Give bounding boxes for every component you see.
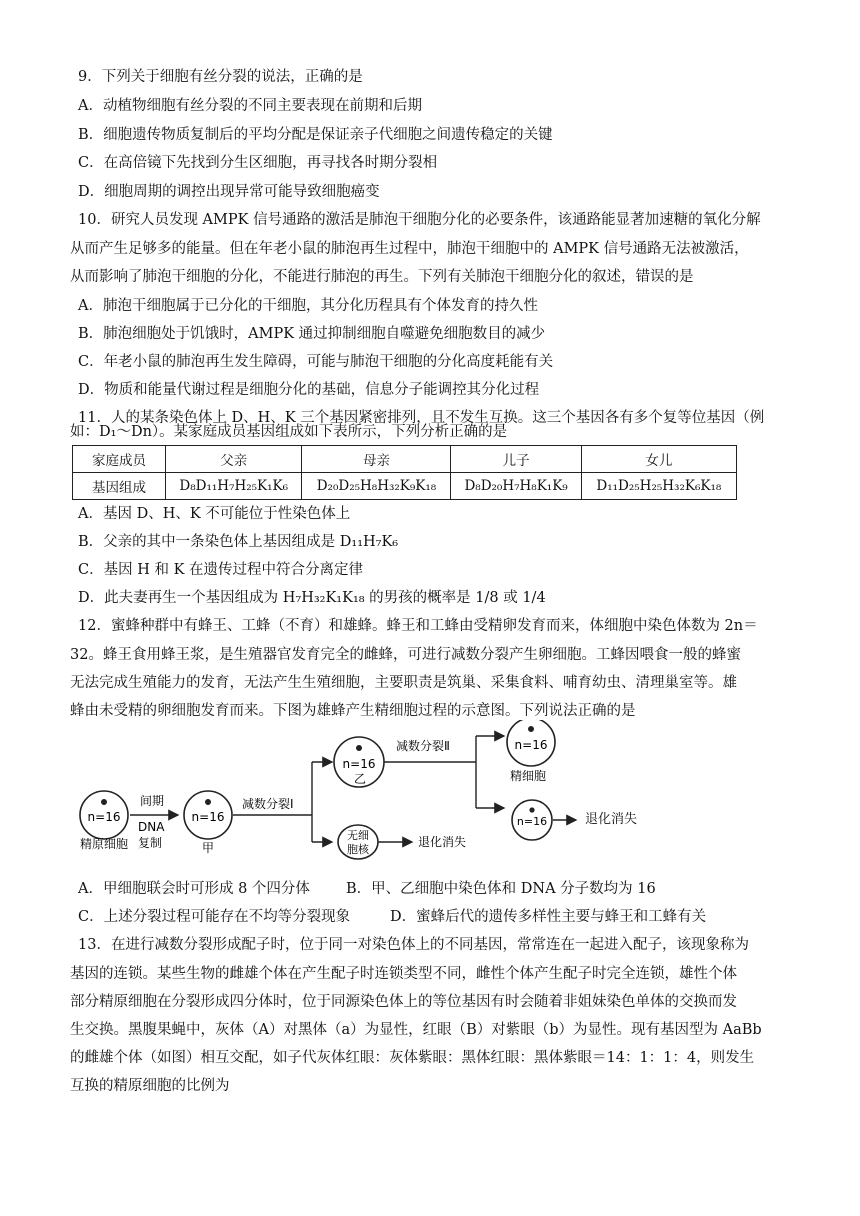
table-header-row — [73, 446, 737, 473]
q13-line-5: 的雌雄个体（如图）相互交配，如子代灰体红眼：灰体紫眼：黑体红眼：黑体紫眼＝14：1：1：4，则发生 — [70, 1050, 755, 1066]
q11-stem-1: 11．人的某条染色体上 D、H、K 三个基因紧密排列，且不发生互换。这三个基因各有多个复等位基因（例 — [78, 410, 765, 426]
q13-line-1: 13．在进行减数分裂形成配子时，位于同一对染色体上的不同基因，常常连在一起进入配子，该现象称为 — [78, 937, 749, 953]
chromosome-number-label: n=16 — [87, 810, 121, 824]
table-cell: D₂₀D₂₅H₈H₃₂K₉K₁₈ — [302, 473, 451, 500]
q12-option-a: A．甲细胞联会时可形成 8 个四分体 — [78, 881, 310, 897]
table-header-cell: 父亲 — [166, 446, 302, 473]
degenerate-label-2: 退化消失 — [585, 812, 638, 827]
dna-label: DNA — [138, 820, 165, 834]
q9-stem: 9．下列关于细胞有丝分裂的说法，正确的是 — [78, 69, 363, 85]
table-header-cell: 家庭成员 — [73, 446, 166, 473]
q13-line-2: 基因的连锁。某些生物的雌雄个体在产生配子时连锁类型不同，雌性个体产生配子时完全连锁，雄性个体 — [70, 966, 737, 982]
q13-line-3: 部分精原细胞在分裂形成四分体时，位于同源染色体上的等位基因有时会随着非姐妹染色单体的交换而发 — [70, 994, 737, 1010]
q13-line-6: 互换的精原细胞的比例为 — [70, 1078, 230, 1094]
chromosome-number-label: n=16 — [191, 810, 225, 824]
q9-option-c: C．在高倍镜下先找到分生区细胞，再寻找各时期分裂相 — [78, 155, 438, 171]
yi-cell — [334, 737, 384, 787]
table-header-cell: 女儿 — [581, 446, 736, 473]
q12-stem-4: 蜂由未受精的卵细胞发育而来。下图为雄蜂产生精细胞过程的示意图。下列说法正确的是 — [70, 703, 636, 719]
spermatogonium-cell — [80, 791, 128, 839]
sperm-cell — [507, 720, 555, 766]
nucleus-dot — [356, 745, 362, 751]
chromosome-number-label: n=16 — [514, 738, 548, 752]
chromosome-number-label: n=16 — [516, 815, 548, 828]
chromosome-number-label: n=16 — [342, 757, 376, 771]
table-header-cell: 儿子 — [451, 446, 581, 473]
q12-stem-3: 无法完成生殖能力的发育，无法产生生殖细胞，主要职责是筑巢、采集食料、哺育幼虫、清理巢室等。雄 — [70, 675, 737, 691]
q9-option-b: B．细胞遗传物质复制后的平均分配是保证亲子代细胞之间遗传稳定的关键 — [78, 127, 553, 143]
table-cell: 基因组成 — [73, 473, 166, 500]
jia-label: 甲 — [202, 841, 215, 855]
nucleus-dot — [528, 726, 534, 732]
table-cell: D₈D₂₀H₇H₈K₁K₉ — [451, 473, 581, 500]
small-cell — [512, 800, 552, 840]
anucleate-cell — [338, 825, 378, 859]
q11-option-a: A．基因 D、H、K 不可能位于性染色体上 — [78, 506, 351, 522]
q12-option-b: B．甲、乙细胞中染色体和 DNA 分子数均为 16 — [346, 881, 656, 897]
q12-stem-2: 32。蜂王食用蜂王浆，是生殖器官发育完全的雌蜂，可进行减数分裂产生卵细胞。工蜂因喂食一般的蜂蜜 — [70, 647, 741, 663]
q10-option-a: A．肺泡干细胞属于已分化的干细胞，其分化历程具有个体发育的持久性 — [78, 298, 538, 314]
q12-option-c: C．上述分裂过程可能存在不均等分裂现象 — [78, 909, 351, 925]
nucleus-dot — [101, 799, 107, 805]
q11-option-b: B．父亲的其中一条染色体上基因组成是 D₁₁H₇K₆ — [78, 534, 399, 550]
table-cell: D₁₁D₂₅H₂₅H₃₂K₆K₁₈ — [581, 473, 736, 500]
table-header-cell: 母亲 — [302, 446, 451, 473]
q11-option-c: C．基因 H 和 K 在遗传过程中符合分离定律 — [78, 562, 364, 578]
q11-stem-2: 如：D₁～Dn）。某家庭成员基因组成如下表所示，下列分析正确的是 — [70, 424, 508, 440]
sperm-label: 精细胞 — [510, 769, 547, 783]
q10-stem-1: 10．研究人员发现 AMPK 信号通路的激活是肺泡干细胞分化的必要条件，该通路能显著加速糖的氧化分解 — [78, 212, 761, 228]
degenerate-label-1: 退化消失 — [418, 835, 467, 849]
q9-option-a: A．动植物细胞有丝分裂的不同主要表现在前期和后期 — [78, 98, 422, 114]
anucleate-label-2: 胞核 — [347, 843, 369, 856]
replication-label: 复制 — [138, 836, 163, 850]
yi-label: 乙 — [354, 772, 367, 786]
q10-option-c: C．年老小鼠的肺泡再生发生障碍，可能与肺泡干细胞的分化高度耗能有关 — [78, 354, 554, 370]
spermatogenesis-diagram — [76, 720, 596, 870]
gene-table — [72, 445, 737, 500]
q10-stem-3: 从而影响了肺泡干细胞的分化，不能进行肺泡的再生。下列有关肺泡干细胞分化的叙述，错误的是 — [70, 269, 694, 285]
q9-option-d: D．细胞周期的调控出现异常可能导致细胞癌变 — [78, 184, 380, 200]
anucleate-label-1: 无细 — [347, 829, 369, 842]
interphase-label: 间期 — [140, 794, 165, 808]
q12-stem-1: 12．蜜蜂种群中有蜂王、工蜂（不育）和雄蜂。蜂王和工蜂由受精卵发育而来，体细胞中染色体数为 2n＝ — [78, 618, 758, 634]
jia-cell — [184, 791, 232, 839]
q13-line-4: 生交换。黑腹果蝇中，灰体（A）对黑体（a）为显性，红眼（B）对紫眼（b）为显性。现有基因型为 AaBb — [70, 1022, 762, 1038]
meiosis-2-label: 减数分裂Ⅱ — [396, 739, 450, 753]
nucleus-dot — [529, 807, 534, 812]
q11-option-d: D．此夫妻再生一个基因组成为 H₇H₃₂K₁K₁₈ 的男孩的概率是 1/8 或 1/4 — [78, 590, 546, 606]
q12-option-d: D．蜜蜂后代的遗传多样性主要与蜂王和工蜂有关 — [390, 909, 707, 925]
meiosis-1-label: 减数分裂Ⅰ — [242, 797, 294, 811]
table-row — [73, 473, 737, 500]
spermatogonium-label: 精原细胞 — [80, 837, 129, 851]
nucleus-dot — [205, 799, 211, 805]
q10-option-b: B．肺泡细胞处于饥饿时，AMPK 通过抑制细胞自噬避免细胞数目的减少 — [78, 326, 546, 342]
table-cell: D₈D₁₁H₇H₂₅K₁K₆ — [166, 473, 302, 500]
q10-option-d: D．物质和能量代谢过程是细胞分化的基础，信息分子能调控其分化过程 — [78, 382, 540, 398]
q10-stem-2: 从而产生足够多的能量。但在年老小鼠的肺泡再生过程中，肺泡干细胞中的 AMPK 信号通路无法被激活， — [70, 241, 749, 257]
